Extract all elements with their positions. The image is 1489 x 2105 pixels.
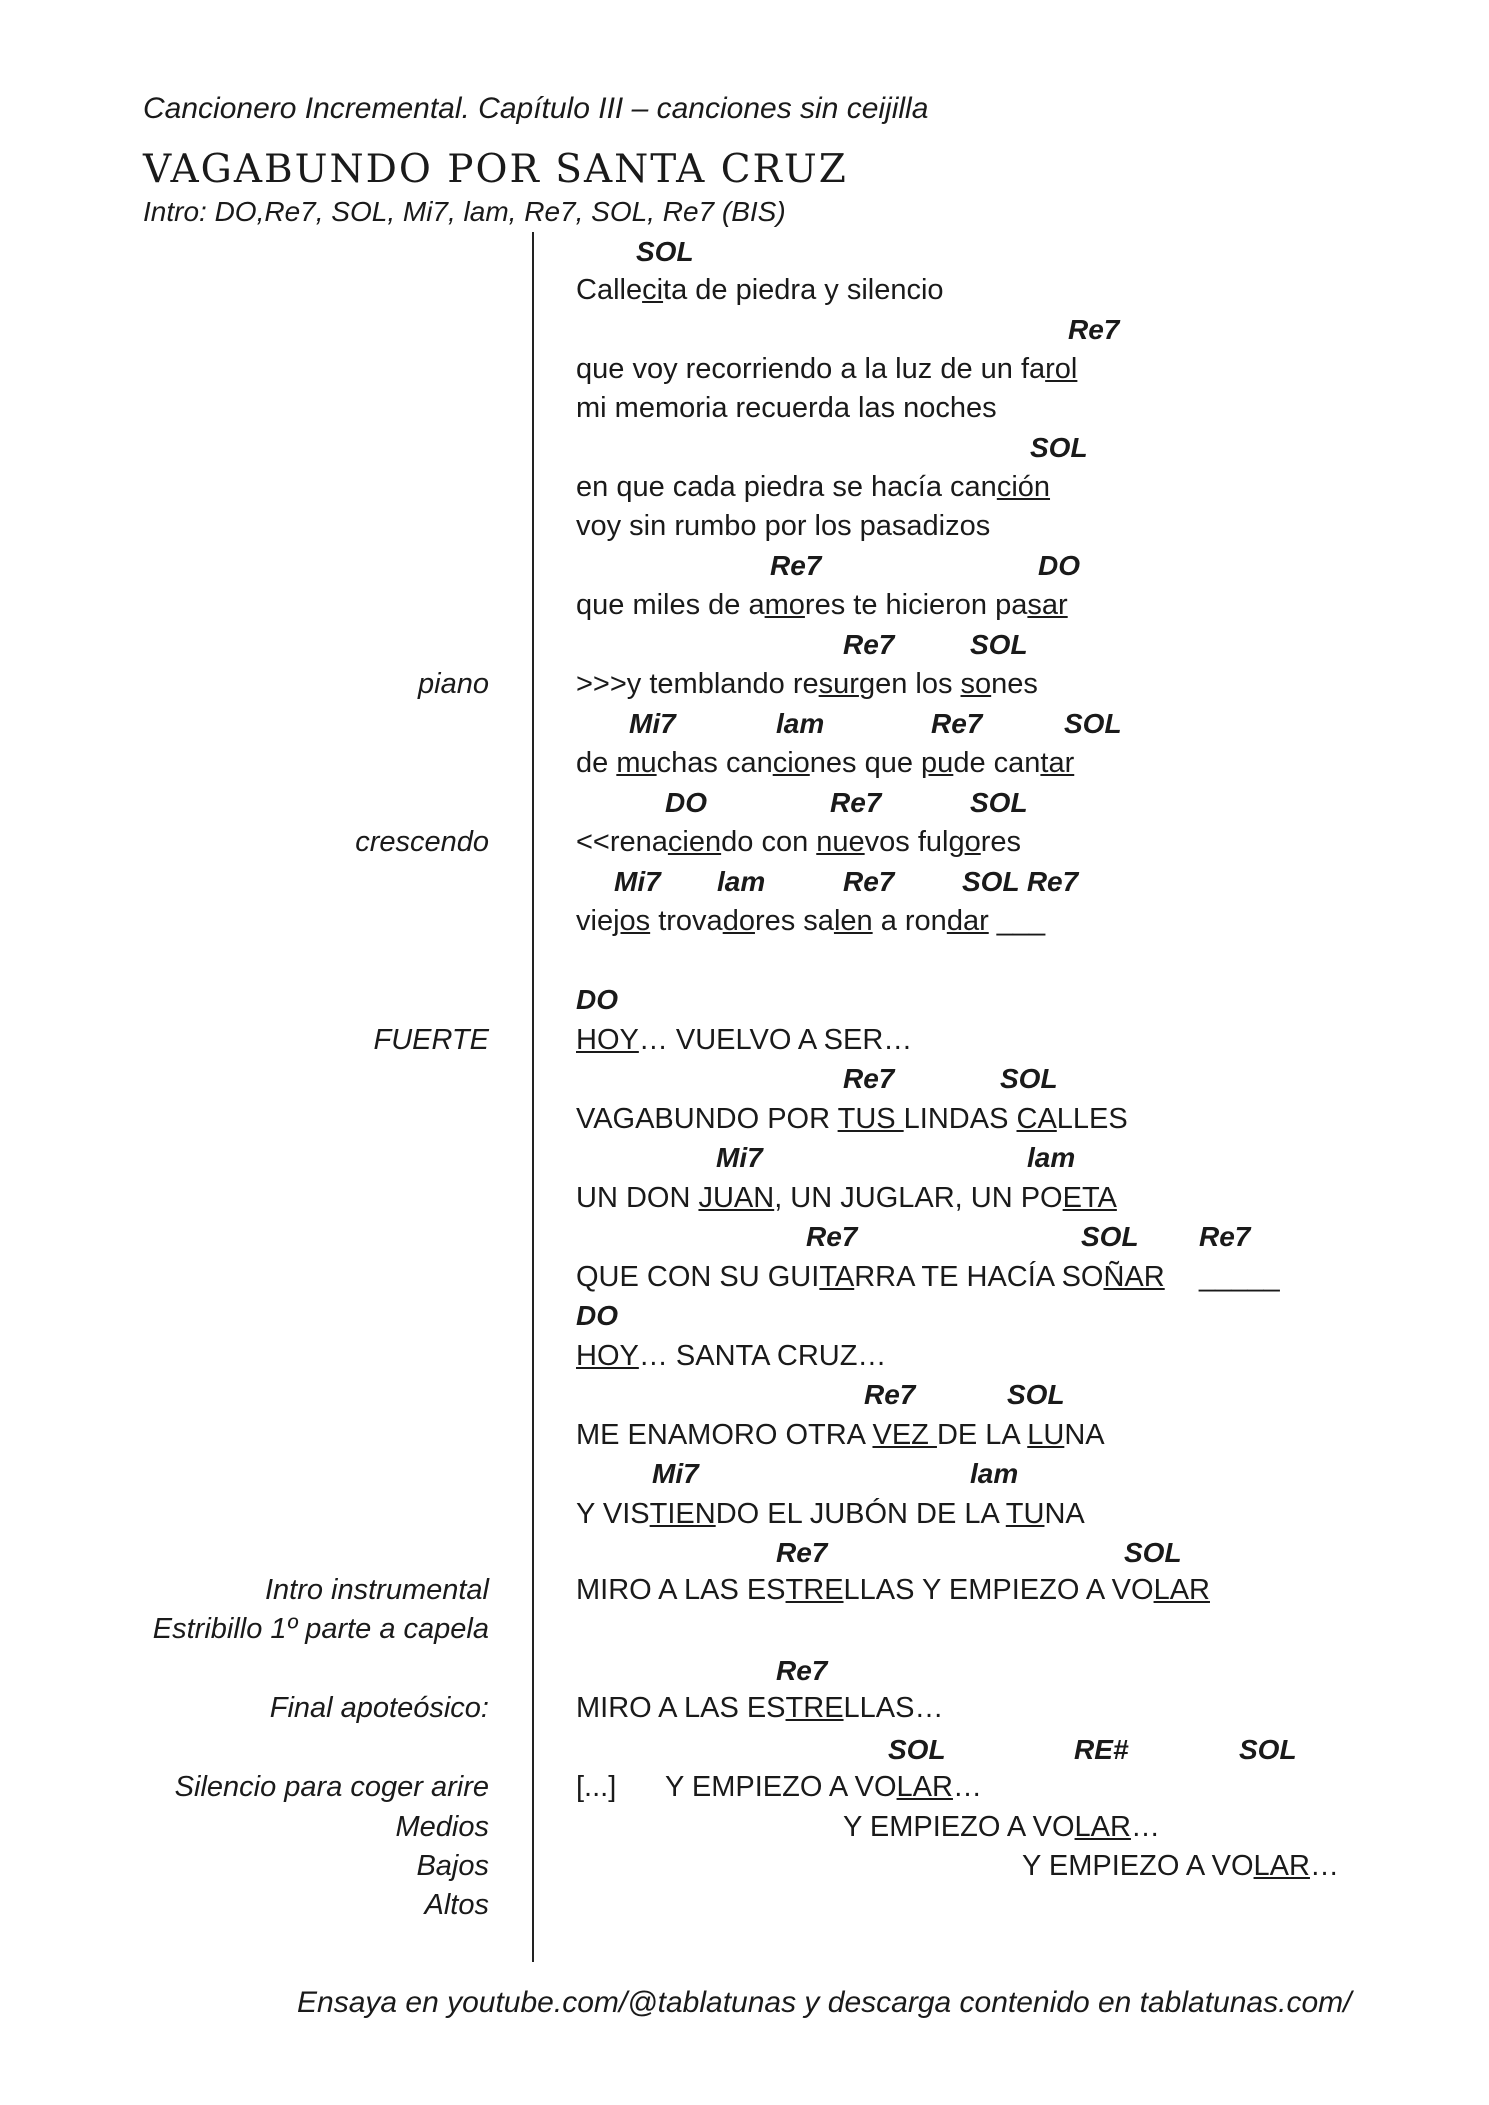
intro-chords: Intro: DO,Re7, SOL, Mi7, lam, Re7, SOL, Re7 (BIS): [143, 196, 786, 227]
chord: Re7: [776, 1655, 828, 1686]
chord: lam: [776, 708, 825, 739]
chord: lam: [970, 1458, 1019, 1489]
lyric-line: VAGABUNDO POR TUS LINDAS CALLES: [576, 1103, 1128, 1135]
lyric-line: Y EMPIEZO A VOLAR…: [1022, 1850, 1339, 1882]
lyric-line: Y EMPIEZO A VOLAR…: [665, 1771, 982, 1803]
lyric-line: Y EMPIEZO A VOLAR…: [843, 1811, 1160, 1843]
chord: Re7: [864, 1379, 916, 1410]
chord: SOL: [970, 629, 1028, 660]
chord: Re7: [843, 866, 895, 897]
note-intro-instrumental: Intro instrumental: [264, 1574, 489, 1606]
chord: DO: [1038, 550, 1080, 581]
note-estribillo: Estribillo 1º parte a capela: [152, 1613, 489, 1645]
chord: SOL: [1030, 432, 1088, 463]
footer-text: Ensaya en youtube.com/@tablatunas y descarga contenido en tablatunas.com/: [297, 1986, 1352, 2019]
chord: lam: [1027, 1142, 1076, 1173]
chord: SOL: [1239, 1734, 1297, 1765]
chord: SOL: [1007, 1379, 1065, 1410]
lyric-line: HOY… VUELVO A SER…: [576, 1024, 913, 1056]
note-altos: Altos: [424, 1889, 489, 1921]
lyric-blank-line: _____: [1199, 1261, 1280, 1293]
note-fuerte: FUERTE: [373, 1024, 489, 1056]
chord: SOL: [970, 787, 1028, 818]
lyric-line: MIRO A LAS ESTRELLAS Y EMPIEZO A VOLAR: [576, 1574, 1210, 1606]
chord: DO: [576, 984, 618, 1015]
chord: SOL: [1081, 1221, 1139, 1252]
chord: Mi7: [629, 708, 676, 739]
lyric-line: QUE CON SU GUITARRA TE HACÍA SOÑAR: [576, 1261, 1165, 1293]
note-final: Final apoteósico:: [269, 1692, 489, 1724]
chord: SOL: [1000, 1063, 1058, 1094]
chord: Re7: [1199, 1221, 1251, 1252]
chord: SOL: [1064, 708, 1122, 739]
chord: Mi7: [716, 1142, 763, 1173]
lyric-ellipsis: [...]: [576, 1771, 617, 1803]
header-subtitle: Cancionero Incremental. Capítulo III – canciones sin ceijilla: [143, 92, 929, 125]
lyric-line: Callecita de piedra y silencio: [576, 274, 944, 306]
lyric-line: <<renaciendo con nuevos fulgores: [576, 826, 1022, 858]
note-crescendo: crescendo: [355, 826, 489, 858]
chord: Re7: [776, 1537, 828, 1568]
chord: DO: [665, 787, 707, 818]
chord: DO: [576, 1300, 618, 1331]
chord: Re7: [843, 1063, 895, 1094]
chord: Re7: [843, 629, 895, 660]
lyric-line: mi memoria recuerda las noches: [576, 392, 997, 424]
lyric-line: en que cada piedra se hacía canción: [576, 471, 1051, 503]
chord: SOL Re7: [962, 866, 1079, 897]
lyric-line: de muchas canciones que pude cantar: [576, 747, 1075, 779]
column-divider: [532, 232, 534, 1962]
chord: SOL: [636, 236, 694, 267]
lyric-line: que miles de amores te hicieron pasar: [576, 589, 1068, 621]
chord: Re7: [770, 550, 822, 581]
lyric-line: ME ENAMORO OTRA VEZ DE LA LUNA: [576, 1419, 1105, 1451]
chord: Re7: [806, 1221, 858, 1252]
chord: Re7: [830, 787, 882, 818]
chord: SOL: [888, 1734, 946, 1765]
lyric-line: Y VISTIENDO EL JUBÓN DE LA TUNA: [576, 1498, 1085, 1530]
lyric-line: voy sin rumbo por los pasadizos: [576, 510, 991, 542]
chord: Re7: [931, 708, 983, 739]
lyric-line: MIRO A LAS ESTRELLAS…: [576, 1692, 944, 1724]
note-piano: piano: [418, 668, 489, 700]
chord: Mi7: [614, 866, 661, 897]
chord: RE#: [1074, 1734, 1129, 1765]
lyric-line: UN DON JUAN, UN JUGLAR, UN POETA: [576, 1182, 1117, 1214]
chord: Mi7: [652, 1458, 699, 1489]
lyric-line: HOY… SANTA CRUZ…: [576, 1340, 887, 1372]
chord: Re7: [1068, 314, 1120, 345]
lyric-line: viejos trovadores salen a rondar ___: [576, 905, 1046, 937]
note-medios: Medios: [395, 1811, 489, 1843]
chord: lam: [717, 866, 766, 897]
lyric-line: >>>y temblando resurgen los sones: [576, 668, 1038, 700]
chord: SOL: [1124, 1537, 1182, 1568]
note-bajos: Bajos: [416, 1850, 489, 1882]
lyric-line: que voy recorriendo a la luz de un farol: [576, 353, 1078, 385]
note-silencio: Silencio para coger arire: [174, 1771, 489, 1803]
song-title: VAGABUNDO POR SANTA CRUZ: [143, 147, 848, 192]
